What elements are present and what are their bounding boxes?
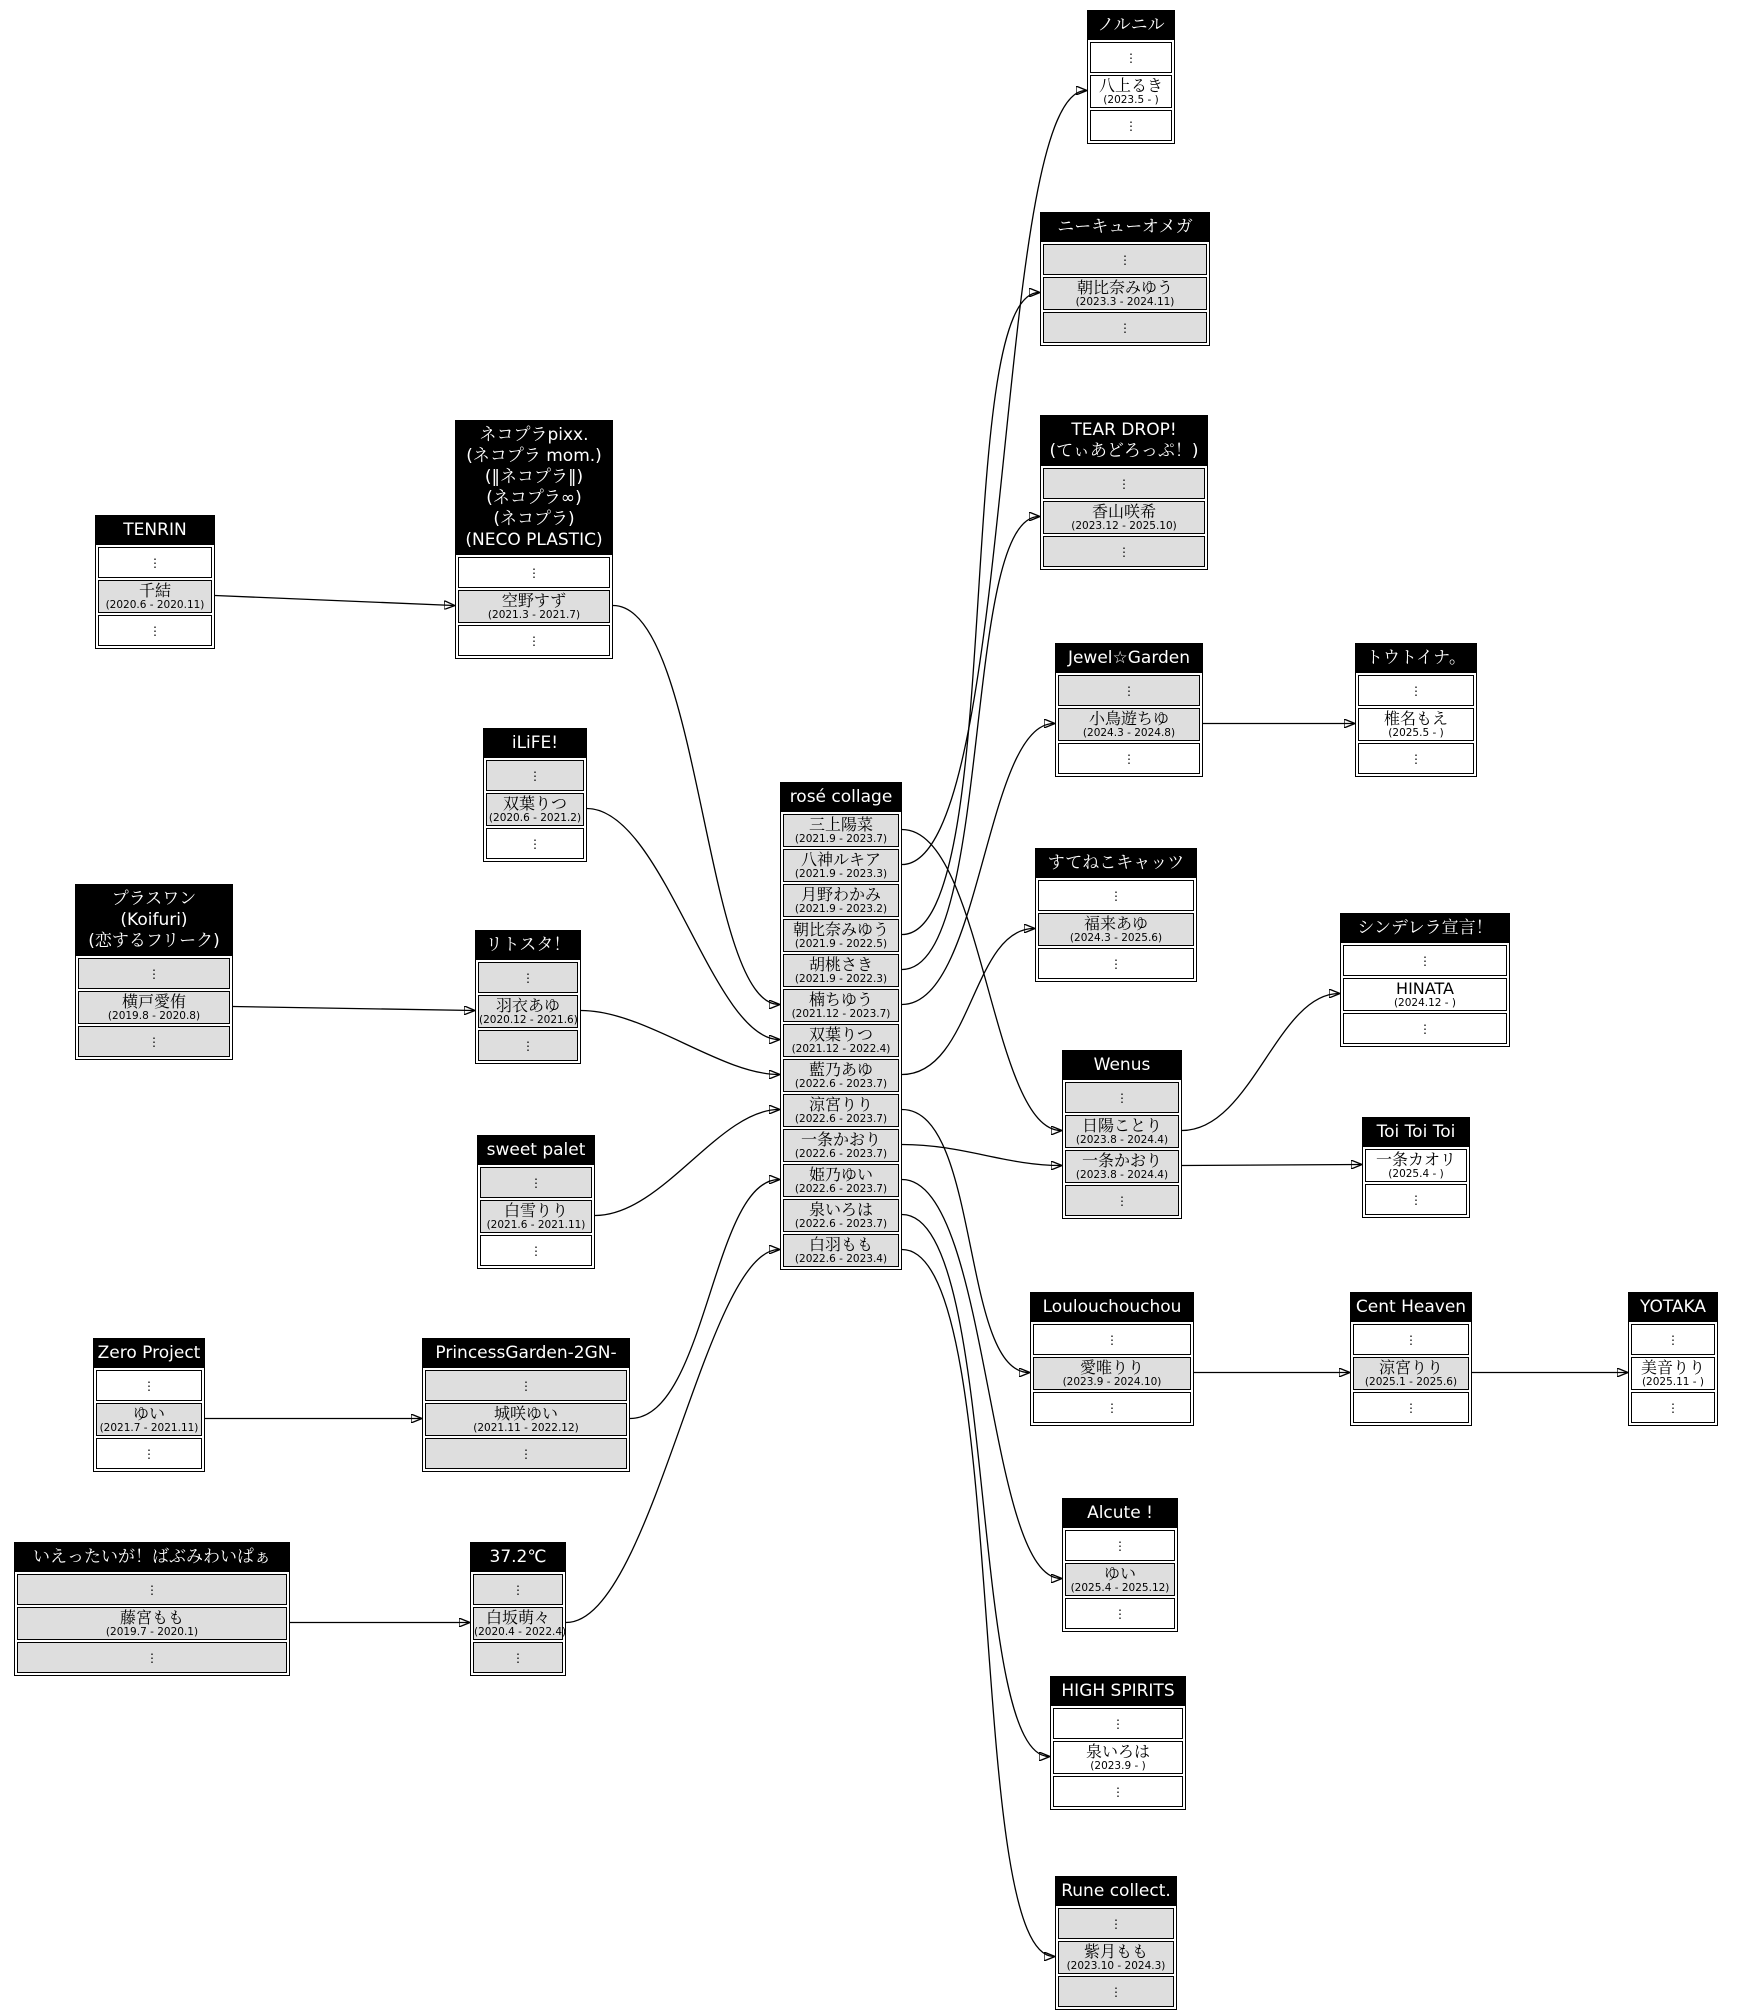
group-box-highspirits <box>1050 1676 1186 1810</box>
member-name: 双葉りつ <box>502 794 567 813</box>
member-row <box>783 1094 899 1127</box>
group-title-line: 37.2℃ <box>489 1547 547 1567</box>
other-members-ellipsis: ⋮ <box>1631 1392 1715 1423</box>
member-name: 千結 <box>138 581 171 600</box>
group-title <box>456 421 612 555</box>
member-period: (2021.11 - 2022.12) <box>473 1422 579 1434</box>
member-period: (2020.4 - 2022.4) <box>474 1626 567 1638</box>
member-period: (2022.6 - 2023.7) <box>794 1113 888 1125</box>
member-period: (2021.3 - 2021.7) <box>487 609 581 621</box>
member-period: (2023.5 - ) <box>1103 94 1159 106</box>
other-members-ellipsis: ⋮ <box>78 958 230 989</box>
member-row <box>783 954 899 987</box>
other-members-ellipsis: ⋮ <box>96 1370 202 1401</box>
other-members-ellipsis: ⋮ <box>473 1642 563 1673</box>
member-period: (2023.12 - 2025.10) <box>1071 520 1177 532</box>
other-members-ellipsis: ⋮ <box>473 1574 563 1605</box>
member-name: 美音りり <box>1640 1358 1705 1377</box>
other-members-ellipsis: ⋮ <box>1038 880 1194 911</box>
member-period: (2021.9 - 2022.5) <box>794 938 888 950</box>
other-members-ellipsis: ⋮ <box>1065 1185 1179 1216</box>
transfer-edge <box>581 1011 779 1075</box>
transfer-edge <box>613 606 779 1005</box>
group-box-nornir <box>1087 10 1175 144</box>
member-row <box>1043 277 1207 310</box>
group-title <box>1341 914 1509 943</box>
other-members-ellipsis: ⋮ <box>1058 675 1200 706</box>
member-row <box>1058 708 1200 741</box>
member-period: (2024.12 - ) <box>1393 997 1457 1009</box>
member-name: 羽衣あゆ <box>495 996 560 1015</box>
other-members-ellipsis: ⋮ <box>1065 1530 1175 1561</box>
member-name: 白坂萌々 <box>485 1608 550 1627</box>
member-row <box>98 580 212 613</box>
group-title <box>1036 849 1196 878</box>
member-row <box>1038 913 1194 946</box>
other-members-ellipsis: ⋮ <box>1090 110 1172 141</box>
group-title-line: Alcute ! <box>1087 1503 1153 1523</box>
member-row <box>1053 1741 1183 1774</box>
member-name: 藤宮もも <box>119 1608 184 1627</box>
other-members-ellipsis: ⋮ <box>96 1438 202 1469</box>
member-name: 紫月もも <box>1083 1942 1148 1961</box>
member-row <box>1058 1941 1174 1974</box>
other-members-ellipsis: ⋮ <box>17 1574 287 1605</box>
other-members-ellipsis: ⋮ <box>1365 1184 1467 1215</box>
group-box-ilife <box>483 728 587 862</box>
member-period: (2020.6 - 2020.11) <box>105 599 205 611</box>
other-members-ellipsis: ⋮ <box>1033 1324 1191 1355</box>
group-title-line: (‖ネコプラ‖) <box>484 467 584 487</box>
other-members-ellipsis: ⋮ <box>458 557 610 588</box>
group-box-necopla <box>455 420 613 659</box>
member-row <box>458 590 610 623</box>
transfer-edge <box>1182 994 1339 1131</box>
other-members-ellipsis: ⋮ <box>1043 312 1207 343</box>
other-members-ellipsis: ⋮ <box>1343 945 1507 976</box>
group-title <box>1063 1499 1177 1528</box>
group-box-tenrin <box>95 515 215 649</box>
member-period: (2022.6 - 2023.7) <box>794 1218 888 1230</box>
member-name: HINATA <box>1396 979 1454 998</box>
member-period: (2021.9 - 2022.3) <box>794 973 888 985</box>
member-name: 一条カオリ <box>1375 1150 1456 1169</box>
member-name: 三上陽菜 <box>808 815 873 834</box>
member-period: (2023.8 - 2024.4) <box>1075 1169 1169 1181</box>
member-name: 双葉りつ <box>808 1025 873 1044</box>
member-period: (2025.1 - 2025.6) <box>1364 1376 1458 1388</box>
member-row <box>1033 1357 1191 1390</box>
group-title-line: いえったいが！ばぶみわいぱぁ <box>33 1547 271 1567</box>
member-name: ゆい <box>132 1404 165 1423</box>
group-title <box>1088 11 1174 40</box>
group-box-toitoitoi <box>1362 1117 1470 1218</box>
group-box-yotaka <box>1628 1292 1718 1426</box>
member-name: ゆい <box>1103 1564 1136 1583</box>
group-title <box>15 1543 289 1572</box>
group-box-teardrop <box>1040 415 1208 570</box>
group-title-line: プラスワン <box>111 889 197 909</box>
group-box-toutoina <box>1355 643 1477 777</box>
transfer-edge <box>902 1145 1061 1166</box>
other-members-ellipsis: ⋮ <box>425 1370 627 1401</box>
member-name: 横戸愛侑 <box>121 992 186 1011</box>
other-members-ellipsis: ⋮ <box>1353 1392 1469 1423</box>
group-title-line: Wenus <box>1093 1055 1151 1075</box>
other-members-ellipsis: ⋮ <box>478 1030 578 1061</box>
group-title <box>1356 644 1476 673</box>
member-period: (2021.7 - 2021.11) <box>99 1422 199 1434</box>
group-title-line: Loulouchouchou <box>1042 1297 1182 1317</box>
group-title <box>1056 644 1202 673</box>
other-members-ellipsis: ⋮ <box>1053 1776 1183 1807</box>
group-title-line: sweet palet <box>486 1140 586 1160</box>
other-members-ellipsis: ⋮ <box>1058 1908 1174 1939</box>
member-period: (2019.7 - 2020.1) <box>105 1626 199 1638</box>
group-box-runecollect <box>1055 1876 1177 2010</box>
group-title <box>1363 1118 1469 1147</box>
member-name: 日陽ことり <box>1081 1116 1162 1135</box>
member-name: 福来あゆ <box>1083 914 1148 933</box>
group-title-line: (NECO PLASTIC) <box>465 530 603 550</box>
member-name: 一条かおり <box>1081 1151 1162 1170</box>
member-period: (2023.10 - 2024.3) <box>1066 1960 1166 1972</box>
member-period: (2023.9 - 2024.10) <box>1062 1376 1162 1388</box>
member-period: (2021.9 - 2023.7) <box>794 833 888 845</box>
member-name: 楠ちゆう <box>808 990 873 1009</box>
member-row <box>1353 1357 1469 1390</box>
member-row <box>783 1199 899 1232</box>
member-period: (2021.12 - 2022.4) <box>791 1043 891 1055</box>
member-row <box>478 995 578 1028</box>
member-row <box>1065 1150 1179 1183</box>
group-title-line: (Koifuri) <box>120 910 188 930</box>
member-row <box>473 1607 567 1640</box>
other-members-ellipsis: ⋮ <box>1058 1976 1174 2007</box>
member-period: (2025.4 - ) <box>1388 1168 1444 1180</box>
member-period: (2022.6 - 2023.7) <box>794 1183 888 1195</box>
group-title-line: (てぃあどろっぷ！) <box>1049 441 1199 461</box>
member-row <box>1090 75 1172 108</box>
group-box-jewel <box>1055 643 1203 777</box>
group-box-princessgarden <box>422 1338 630 1472</box>
member-row <box>783 919 899 952</box>
group-title <box>476 931 580 960</box>
transfer-edge <box>902 517 1039 970</box>
other-members-ellipsis: ⋮ <box>458 625 610 656</box>
group-title-line: TENRIN <box>123 520 187 540</box>
transfer-edge <box>902 724 1054 1005</box>
member-row <box>783 989 899 1022</box>
member-row <box>1343 978 1507 1011</box>
transfer-edge <box>233 1007 474 1011</box>
group-title-line: rosé collage <box>789 787 893 807</box>
other-members-ellipsis: ⋮ <box>1343 1013 1507 1044</box>
member-name: 白羽もも <box>808 1235 873 1254</box>
group-title-line: リトスタ！ <box>485 935 571 955</box>
transfer-edge <box>215 596 454 606</box>
other-members-ellipsis: ⋮ <box>1033 1392 1191 1423</box>
member-name: 藍乃あゆ <box>808 1060 873 1079</box>
member-name: 空野すず <box>501 591 567 610</box>
member-row <box>1358 708 1474 741</box>
group-title-line: Jewel☆Garden <box>1067 648 1191 668</box>
group-title <box>1031 1293 1193 1322</box>
member-period: (2021.12 - 2023.7) <box>791 1008 891 1020</box>
group-title <box>94 1339 204 1368</box>
member-row <box>783 884 899 917</box>
member-row <box>783 1164 899 1197</box>
member-row <box>783 814 899 847</box>
member-period: (2025.4 - 2025.12) <box>1070 1582 1170 1594</box>
member-period: (2022.6 - 2023.7) <box>794 1078 888 1090</box>
member-period: (2019.8 - 2020.8) <box>107 1010 201 1022</box>
member-name: 涼宮りり <box>808 1095 873 1114</box>
other-members-ellipsis: ⋮ <box>1038 948 1194 979</box>
group-box-ritsuta <box>475 930 581 1064</box>
other-members-ellipsis: ⋮ <box>478 962 578 993</box>
group-title-line: YOTAKA <box>1639 1297 1706 1317</box>
member-period: (2025.5 - ) <box>1388 727 1444 739</box>
member-name: 八神ルキア <box>800 850 881 869</box>
member-name: 姫乃ゆい <box>808 1165 873 1184</box>
group-title-line: (恋するフリーク) <box>88 931 220 951</box>
member-period: (2021.6 - 2021.11) <box>486 1219 586 1231</box>
other-members-ellipsis: ⋮ <box>1065 1598 1175 1629</box>
member-name: 香山咲希 <box>1091 502 1156 521</box>
other-members-ellipsis: ⋮ <box>486 760 584 791</box>
other-members-ellipsis: ⋮ <box>98 547 212 578</box>
other-members-ellipsis: ⋮ <box>1043 244 1207 275</box>
member-row <box>96 1403 202 1436</box>
group-box-iettaiga <box>14 1542 290 1676</box>
other-members-ellipsis: ⋮ <box>486 828 584 859</box>
group-title-line: TEAR DROP! <box>1071 420 1177 440</box>
group-title-line: iLiFE! <box>511 733 559 753</box>
member-row <box>783 1024 899 1057</box>
group-title <box>1051 1677 1185 1706</box>
group-title-line: Rune collect. <box>1061 1881 1171 1901</box>
group-box-zeroproject <box>93 1338 205 1472</box>
group-box-centheaven <box>1350 1292 1472 1426</box>
member-name: 胡桃さき <box>808 955 873 974</box>
member-period: (2021.9 - 2023.3) <box>794 868 888 880</box>
member-row <box>783 849 899 882</box>
other-members-ellipsis: ⋮ <box>1053 1708 1183 1739</box>
member-period: (2023.3 - 2024.11) <box>1075 296 1175 308</box>
transfer-edge <box>595 1110 779 1216</box>
member-name: 泉いろは <box>1085 1742 1150 1761</box>
group-box-sweetpalet <box>477 1135 595 1269</box>
member-row <box>78 991 230 1024</box>
group-title <box>484 729 586 758</box>
group-title <box>1041 213 1209 242</box>
other-members-ellipsis: ⋮ <box>1358 675 1474 706</box>
member-period: (2023.8 - 2024.4) <box>1075 1134 1169 1146</box>
group-box-suteneko <box>1035 848 1197 982</box>
member-row <box>480 1200 592 1233</box>
group-title-line: (ネコプラ) <box>493 509 575 529</box>
group-title-line: Zero Project <box>97 1343 201 1363</box>
member-name: 城咲ゆい <box>493 1404 558 1423</box>
member-name: 白雪りり <box>503 1201 568 1220</box>
group-box-cinderella <box>1340 913 1510 1047</box>
group-title <box>478 1136 594 1165</box>
transfer-edge <box>1182 1165 1361 1166</box>
other-members-ellipsis: ⋮ <box>1043 536 1205 567</box>
transfer-edge <box>587 809 779 1040</box>
group-title-line: ノルニル <box>1097 15 1165 35</box>
group-title-line: Cent Heaven <box>1355 1297 1467 1317</box>
group-title-line: (ネコプラ∞) <box>486 488 582 508</box>
group-title <box>1041 416 1207 466</box>
transfer-edge <box>630 1180 779 1419</box>
member-name: 涼宮りり <box>1378 1358 1443 1377</box>
group-title <box>423 1339 629 1368</box>
group-title <box>1629 1293 1717 1322</box>
other-members-ellipsis: ⋮ <box>425 1438 627 1469</box>
transfer-edge <box>902 1110 1029 1373</box>
group-box-alcute <box>1062 1498 1178 1632</box>
group-title-line: HIGH SPIRITS <box>1061 1681 1175 1701</box>
other-members-ellipsis: ⋮ <box>480 1167 592 1198</box>
transfer-edge <box>902 929 1034 1075</box>
member-period: (2022.6 - 2023.4) <box>794 1253 888 1265</box>
member-name: 泉いろは <box>808 1200 873 1219</box>
group-title <box>96 516 214 545</box>
group-title-line: PrincessGarden-2GN- <box>435 1343 617 1363</box>
group-box-plusone <box>75 884 233 1060</box>
member-row <box>783 1129 899 1162</box>
other-members-ellipsis: ⋮ <box>1353 1324 1469 1355</box>
other-members-ellipsis: ⋮ <box>1065 1082 1179 1113</box>
member-period: (2020.12 - 2021.6) <box>479 1014 578 1026</box>
group-box-nq <box>1040 212 1210 346</box>
member-row <box>783 1234 899 1267</box>
member-name: 朝比奈みゆう <box>792 920 889 939</box>
group-box-loulou <box>1030 1292 1194 1426</box>
group-title-line: ネコプラpixx. <box>479 425 589 445</box>
member-period: (2022.6 - 2023.7) <box>794 1148 888 1160</box>
group-box-rose <box>780 782 902 1270</box>
member-row <box>1065 1115 1179 1148</box>
member-row <box>425 1403 627 1436</box>
member-period: (2024.3 - 2024.8) <box>1082 727 1176 739</box>
other-members-ellipsis: ⋮ <box>480 1235 592 1266</box>
other-members-ellipsis: ⋮ <box>17 1642 287 1673</box>
other-members-ellipsis: ⋮ <box>1090 42 1172 73</box>
member-name: 月野わかみ <box>800 885 881 904</box>
group-title <box>471 1543 565 1572</box>
member-period: (2025.11 - ) <box>1641 1376 1705 1388</box>
member-period: (2020.6 - 2021.2) <box>488 812 582 824</box>
member-row <box>486 793 584 826</box>
member-row <box>1365 1149 1467 1182</box>
transfer-edge <box>902 293 1039 935</box>
group-title-line: すてねこキャッツ <box>1047 853 1185 873</box>
member-period: (2023.9 - ) <box>1090 1760 1146 1772</box>
other-members-ellipsis: ⋮ <box>1631 1324 1715 1355</box>
other-members-ellipsis: ⋮ <box>98 615 212 646</box>
member-row <box>783 1059 899 1092</box>
group-box-wenus <box>1062 1050 1182 1219</box>
transfer-edge <box>902 1215 1049 1757</box>
member-period: (2024.3 - 2025.6) <box>1069 932 1163 944</box>
member-name: 一条かおり <box>800 1130 881 1149</box>
group-title <box>781 783 901 812</box>
member-name: 椎名もえ <box>1383 709 1448 728</box>
member-name: 小鳥遊ちゆ <box>1088 709 1169 728</box>
group-title-line: トウトイナ。 <box>1366 648 1466 668</box>
other-members-ellipsis: ⋮ <box>1358 743 1474 774</box>
member-name: 八上るき <box>1098 76 1163 95</box>
group-title-line: ニーキューオメガ <box>1057 217 1193 237</box>
member-name: 愛唯りり <box>1079 1358 1144 1377</box>
group-title <box>76 885 232 956</box>
group-title-line: (ネコプラ mom.) <box>466 446 602 466</box>
member-name: 朝比奈みゆう <box>1076 278 1173 297</box>
group-title-line: シンデレラ宣言！ <box>1357 918 1493 938</box>
member-row <box>1631 1357 1715 1390</box>
group-box-deg372 <box>470 1542 566 1676</box>
group-title <box>1056 1877 1176 1906</box>
member-row <box>1065 1563 1175 1596</box>
other-members-ellipsis: ⋮ <box>78 1026 230 1057</box>
other-members-ellipsis: ⋮ <box>1043 468 1205 499</box>
group-title <box>1063 1051 1181 1080</box>
group-title-line: Toi Toi Toi <box>1376 1122 1456 1142</box>
member-period: (2021.9 - 2023.2) <box>794 903 888 915</box>
group-title <box>1351 1293 1471 1322</box>
member-row <box>17 1607 287 1640</box>
other-members-ellipsis: ⋮ <box>1058 743 1200 774</box>
member-row <box>1043 501 1205 534</box>
